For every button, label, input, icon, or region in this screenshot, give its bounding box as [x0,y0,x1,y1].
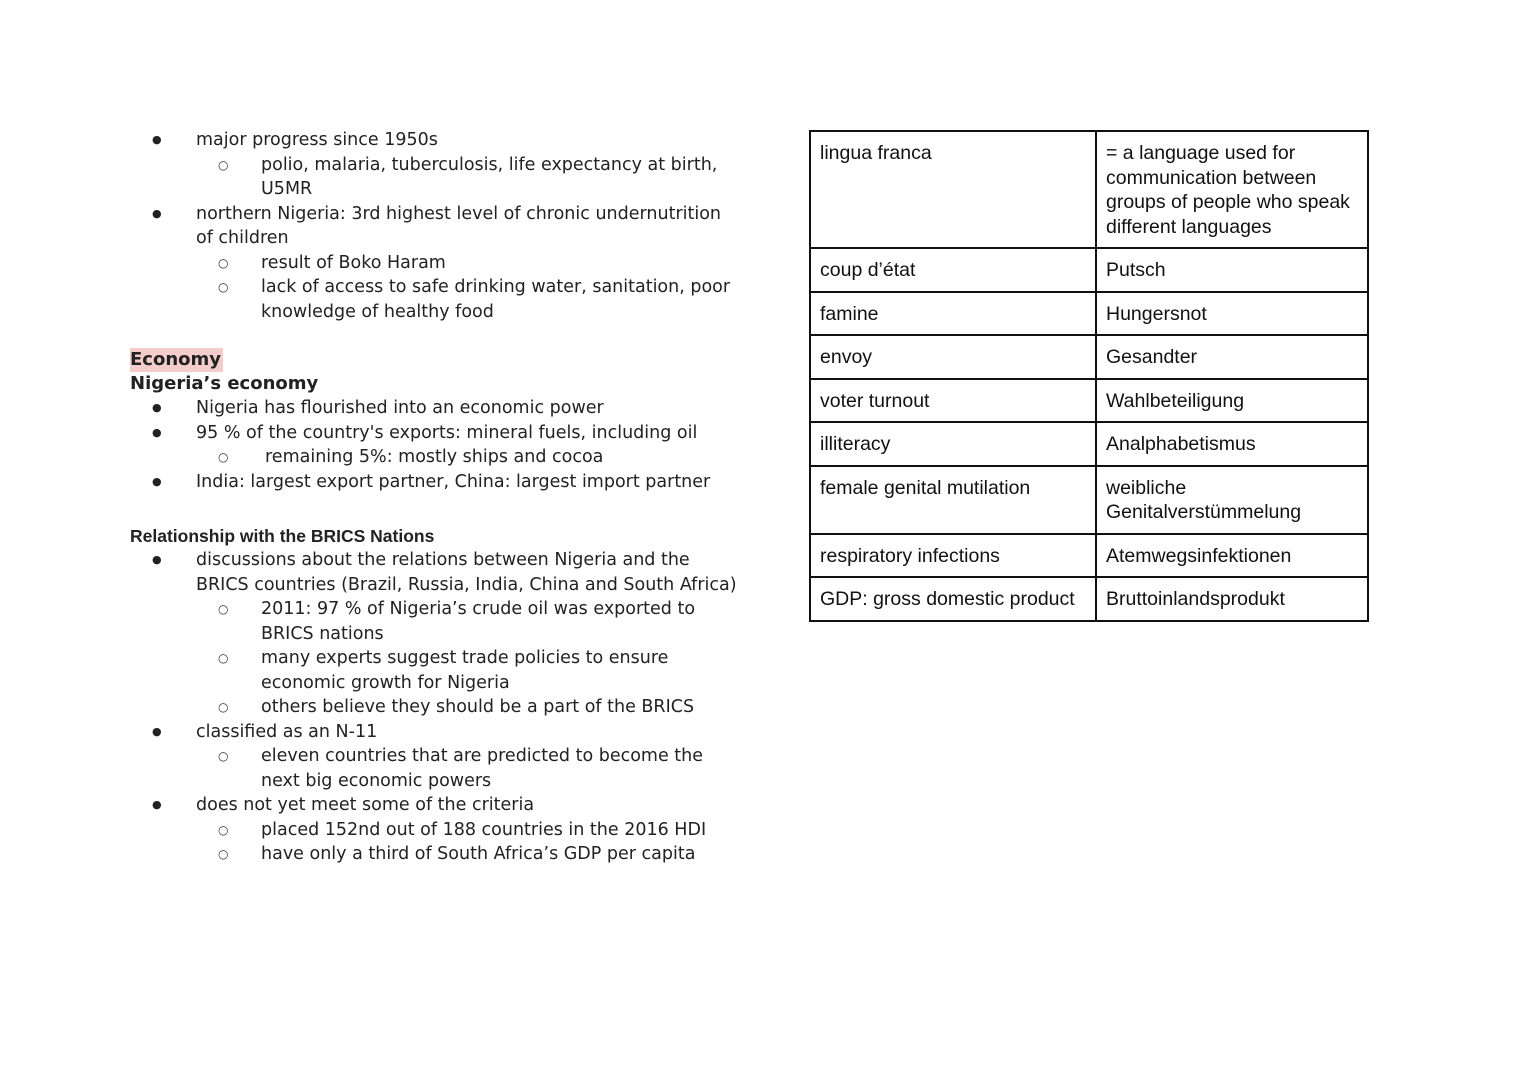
table-row [810,248,1368,292]
term-cell: GDP: gross domestic product [810,577,1096,621]
table-row [810,422,1368,466]
table-row [810,131,1368,248]
definition-cell: Hungersnot [1096,292,1368,336]
sub-list [196,818,740,867]
table-row [810,335,1368,379]
sub-list-item: ○ many experts suggest trade policies to ensure economic growth for Nigeria [130,646,740,695]
definition-cell: Analphabetismus [1096,422,1368,466]
brics-list [130,548,740,867]
sub-list-item: ○ lack of access to safe drinking water, sanitation, poor knowledge of healthy food [130,275,740,324]
table-row [810,577,1368,621]
definition-cell: Wahlbeteiligung [1096,379,1368,423]
vocabulary-table [809,130,1369,622]
sub-list [196,597,740,720]
sub-list-item: ○ 2011: 97 % of Nigeria’s crude oil was exported to BRICS nations [130,597,740,646]
term-cell: coup d’état [810,248,1096,292]
table-row [810,292,1368,336]
list-item: ● Nigeria has flourished into an economic power [130,396,740,421]
table-row [810,379,1368,423]
list-item: ● 95 % of the country's exports: mineral fuels, including oil ○ remaining 5%: mostly ships and cocoa [130,421,740,470]
term-cell: illiteracy [810,422,1096,466]
sub-list-item: ○ placed 152nd out of 188 countries in the 2016 HDI [130,818,740,843]
definition-cell: Gesandter [1096,335,1368,379]
term-cell: female genital mutilation [810,466,1096,534]
sub-list-item: ○ eleven countries that are predicted to become the next big economic powers [130,744,740,793]
sub-list [196,251,740,325]
sub-list [196,153,740,202]
list-item: ● classified as an N-11 ○ eleven countries that are predicted to become the next big economic powers [130,720,740,794]
list-item: ● major progress since 1950s ○ polio, malaria, tuberculosis, life expectancy at birth, U5MR [130,128,740,202]
sub-list-item: ○ result of Boko Haram [130,251,740,276]
sub-list [196,445,740,470]
list-item: ● India: largest export partner, China: largest import partner [130,470,740,495]
subtitle-brics: Relationship with the BRICS Nations [130,526,435,546]
sub-list-item: ○ remaining 5%: mostly ships and cocoa [130,445,740,470]
list-item: ● discussions about the relations between Nigeria and the BRICS countries (Brazil, Russia, India, China and South Africa) ○ 2011: 97 % of Nigeria’s crude oil was exported to BRICS nations ○ many experts suggest trade policies to ensure economic growth for Nigeria ○ others believe they should be a part of the BRICS [130,548,740,720]
sub-list-item: ○ have only a third of South Africa’s GDP per capita [130,842,740,867]
definition-cell: Bruttoinlandsprodukt [1096,577,1368,621]
subtitle-nigerias-economy: Nigeria’s economy [130,373,319,394]
term-cell: lingua franca [810,131,1096,248]
sub-list-item: ○ polio, malaria, tuberculosis, life expectancy at birth, U5MR [130,153,740,202]
term-cell: famine [810,292,1096,336]
section-title-economy: Economy [130,349,222,370]
sub-list [196,744,740,793]
notes-column [130,128,740,867]
definition-cell: = a language used for communication between groups of people who speak different languages [1096,131,1368,248]
health-list [130,128,740,324]
term-cell: envoy [810,335,1096,379]
definition-cell: weibliche Genitalverstümmelung [1096,466,1368,534]
list-item: ● northern Nigeria: 3rd highest level of chronic undernutrition of children ○ result of Boko Haram ○ lack of access to safe drinking water, sanitation, poor knowledge of healthy food [130,202,740,325]
term-cell: respiratory infections [810,534,1096,578]
definition-cell: Atemwegsinfektionen [1096,534,1368,578]
table-row [810,466,1368,534]
definition-cell: Putsch [1096,248,1368,292]
list-item: ● does not yet meet some of the criteria ○ placed 152nd out of 188 countries in the 2016 HDI ○ have only a third of South Africa’s GDP per capita [130,793,740,867]
economy-list [130,396,740,494]
sub-list-item: ○ others believe they should be a part of the BRICS [130,695,740,720]
table-row [810,534,1368,578]
term-cell: voter turnout [810,379,1096,423]
